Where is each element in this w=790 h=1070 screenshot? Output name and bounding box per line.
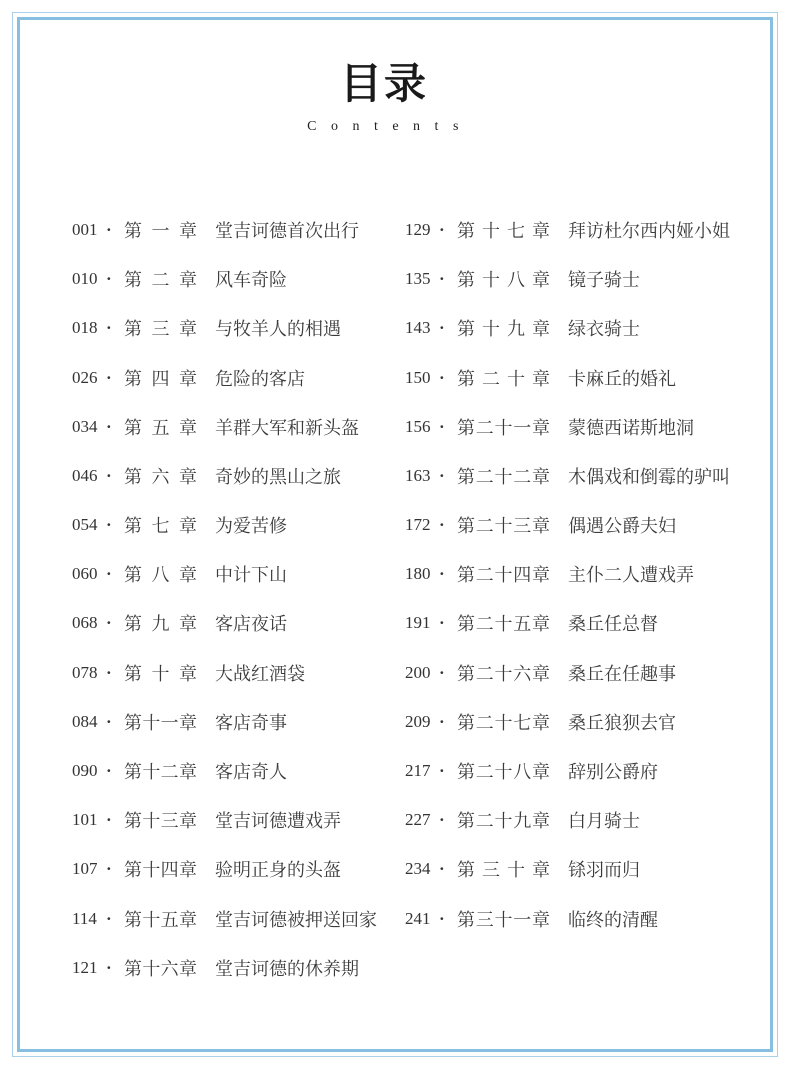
toc-page-number: 101 [72, 810, 98, 830]
toc-separator: · [106, 908, 112, 928]
toc-chapter-label: 第二十四章 [457, 565, 550, 586]
toc-separator: · [439, 564, 445, 584]
toc-chapter-title: 中计下山 [215, 565, 287, 586]
toc-chapter-title: 木偶戏和倒霉的驴叫 [568, 466, 730, 487]
toc-chapter-title: 堂吉诃德首次出行 [215, 220, 359, 241]
toc-page-number: 068 [72, 613, 98, 633]
toc-separator: · [439, 711, 445, 731]
toc-separator: · [106, 318, 112, 338]
toc-chapter-title: 危险的客店 [215, 368, 305, 389]
toc-chapter-label: 第 二 章 [124, 270, 197, 291]
toc-page-number: 114 [72, 908, 97, 928]
toc-page-number: 090 [72, 761, 98, 781]
toc-separator: · [439, 810, 445, 830]
toc-chapter-label: 第十二章 [124, 762, 197, 783]
toc-chapter-label: 第 二 十 章 [457, 368, 550, 389]
toc-chapter-label: 第二十五章 [457, 614, 550, 635]
toc-entry [72, 550, 377, 599]
toc-entry [72, 697, 377, 746]
toc-page-number: 078 [72, 662, 98, 682]
toc-chapter-title: 堂吉诃德被押送回家 [215, 909, 377, 930]
toc-separator: · [106, 219, 112, 239]
toc-chapter-title: 桑丘狼狈去官 [568, 712, 676, 733]
toc-separator: · [106, 465, 112, 485]
toc-chapter-label: 第二十六章 [457, 663, 550, 684]
toc-chapter-title: 羊群大军和新头盔 [215, 417, 359, 438]
toc-separator: · [106, 957, 112, 977]
toc-entry [405, 648, 730, 697]
toc-chapter-label: 第 六 章 [124, 466, 197, 487]
toc-chapter-label: 第 五 章 [124, 417, 197, 438]
toc-page-number: 241 [405, 908, 431, 928]
toc-chapter-label: 第二十九章 [457, 811, 550, 832]
toc-page-number: 018 [72, 318, 98, 338]
toc-separator: · [439, 908, 445, 928]
toc-entry [405, 501, 730, 550]
toc-separator: · [106, 761, 112, 781]
toc-chapter-title: 蒙德西诺斯地洞 [568, 417, 694, 438]
toc-chapter-title: 白月骑士 [568, 811, 640, 832]
toc-chapter-label: 第 七 章 [124, 516, 197, 537]
toc-entry [72, 746, 377, 795]
toc-page-number: 060 [72, 564, 98, 584]
toc-entry [72, 894, 377, 943]
toc-chapter-title: 铩羽而归 [568, 860, 640, 881]
toc-chapter-title: 拜访杜尔西内娅小姐 [568, 220, 730, 241]
toc-entry [405, 550, 730, 599]
toc-separator: · [439, 662, 445, 682]
toc-page-number: 107 [72, 859, 98, 879]
toc-separator: · [106, 859, 112, 879]
toc-column-left [72, 205, 377, 992]
toc-chapter-label: 第 十 章 [124, 663, 197, 684]
toc-entry [72, 205, 377, 254]
toc-chapter-title: 验明正身的头盔 [215, 860, 341, 881]
toc-page-number: 010 [72, 269, 98, 289]
toc-page-number: 129 [405, 219, 431, 239]
toc-page-number: 054 [72, 515, 98, 535]
toc-entry [72, 599, 377, 648]
toc-entry [405, 796, 730, 845]
toc-page-number: 234 [405, 859, 431, 879]
toc-page-number: 200 [405, 662, 431, 682]
toc-separator: · [439, 318, 445, 338]
toc-chapter-title: 堂吉诃德的休养期 [215, 958, 359, 979]
toc-separator: · [106, 711, 112, 731]
page-title: 目录 [339, 62, 428, 108]
toc-entry [72, 943, 377, 992]
toc-page-number: 156 [405, 416, 431, 436]
toc-chapter-title: 奇妙的黑山之旅 [215, 466, 341, 487]
toc-page-number: 209 [405, 711, 431, 731]
toc-page-number: 217 [405, 761, 431, 781]
toc-page-number: 227 [405, 810, 431, 830]
toc-entry [405, 894, 730, 943]
toc-chapter-label: 第二十一章 [457, 417, 550, 438]
toc-chapter-title: 卡麻丘的婚礼 [568, 368, 676, 389]
toc-chapter-title: 客店奇事 [215, 712, 287, 733]
toc-separator: · [439, 269, 445, 289]
toc-page-number: 034 [72, 416, 98, 436]
toc-entry [72, 451, 377, 500]
toc-chapter-title: 大战红酒袋 [215, 663, 305, 684]
toc-chapter-label: 第 九 章 [124, 614, 197, 635]
toc-chapter-label: 第十一章 [124, 712, 197, 733]
toc-separator: · [106, 662, 112, 682]
toc-separator: · [106, 515, 112, 535]
toc-chapter-title: 为爱苦修 [215, 516, 287, 537]
page-subtitle: Contents [307, 119, 473, 134]
toc-entry [405, 599, 730, 648]
toc-entry [72, 648, 377, 697]
toc-chapter-label: 第 十 八 章 [457, 270, 550, 291]
toc-chapter-label: 第三十一章 [457, 909, 550, 930]
toc-chapter-label: 第十五章 [124, 909, 197, 930]
toc-entry [405, 255, 730, 304]
toc-chapter-title: 客店奇人 [215, 762, 287, 783]
toc-entry [405, 205, 730, 254]
toc-separator: · [106, 613, 112, 633]
toc-chapter-label: 第 三 十 章 [457, 860, 550, 881]
toc-chapter-label: 第十六章 [124, 958, 197, 979]
toc-chapter-label: 第 十 七 章 [457, 220, 550, 241]
toc-page-number: 191 [405, 613, 431, 633]
toc-page-number: 084 [72, 711, 98, 731]
toc-chapter-title: 临终的清醒 [568, 909, 658, 930]
toc-page-number: 180 [405, 564, 431, 584]
toc-separator: · [106, 367, 112, 387]
toc-entry [72, 845, 377, 894]
toc-entry [405, 746, 730, 795]
toc-chapter-label: 第 一 章 [124, 220, 197, 241]
toc-entry [72, 304, 377, 353]
toc-separator: · [106, 269, 112, 289]
toc-chapter-label: 第 三 章 [124, 319, 197, 340]
toc-entry [72, 353, 377, 402]
toc-chapter-title: 镜子骑士 [568, 270, 640, 291]
toc-separator: · [439, 761, 445, 781]
toc-chapter-title: 桑丘任总督 [568, 614, 658, 635]
toc-chapter-title: 主仆二人遭戏弄 [568, 565, 694, 586]
toc-chapter-title: 偶遇公爵夫妇 [568, 516, 676, 537]
toc-chapter-title: 辞别公爵府 [568, 762, 658, 783]
toc-page-number: 172 [405, 515, 431, 535]
toc-chapter-label: 第十四章 [124, 860, 197, 881]
toc-page-number: 121 [72, 957, 98, 977]
toc-page-number: 135 [405, 269, 431, 289]
toc-entry [72, 501, 377, 550]
toc-chapter-label: 第二十二章 [457, 466, 550, 487]
toc-chapter-title: 绿衣骑士 [568, 319, 640, 340]
toc-entry [405, 304, 730, 353]
toc-chapter-title: 风车奇险 [215, 270, 287, 291]
toc-separator: · [106, 564, 112, 584]
toc-page-number: 001 [72, 219, 98, 239]
toc-entry [405, 845, 730, 894]
toc-column-right [405, 205, 730, 943]
toc-chapter-title: 桑丘在任趣事 [568, 663, 676, 684]
toc-separator: · [439, 416, 445, 436]
toc-separator: · [106, 416, 112, 436]
toc-chapter-title: 与牧羊人的相遇 [215, 319, 341, 340]
toc-separator: · [439, 465, 445, 485]
toc-page-number: 046 [72, 465, 98, 485]
toc-chapter-label: 第 八 章 [124, 565, 197, 586]
toc-chapter-label: 第 四 章 [124, 368, 197, 389]
toc-separator: · [439, 613, 445, 633]
toc-separator: · [106, 810, 112, 830]
toc-chapter-label: 第 十 九 章 [457, 319, 550, 340]
toc-entry [405, 353, 730, 402]
toc-entry [405, 451, 730, 500]
toc-chapter-label: 第二十八章 [457, 762, 550, 783]
toc-separator: · [439, 515, 445, 535]
toc-chapter-label: 第二十七章 [457, 712, 550, 733]
toc-separator: · [439, 859, 445, 879]
toc-page-number: 143 [405, 318, 431, 338]
toc-separator: · [439, 367, 445, 387]
toc-chapter-title: 堂吉诃德遭戏弄 [215, 811, 341, 832]
toc-entry [405, 697, 730, 746]
toc-entry [72, 402, 377, 451]
toc-entry [72, 796, 377, 845]
toc-page-number: 150 [405, 367, 431, 387]
toc-separator: · [439, 219, 445, 239]
toc-entry [405, 402, 730, 451]
toc-chapter-label: 第二十三章 [457, 516, 550, 537]
toc-chapter-label: 第十三章 [124, 811, 197, 832]
toc-page-number: 026 [72, 367, 98, 387]
toc-page-number: 163 [405, 465, 431, 485]
toc-chapter-title: 客店夜话 [215, 614, 287, 635]
toc-entry [72, 255, 377, 304]
